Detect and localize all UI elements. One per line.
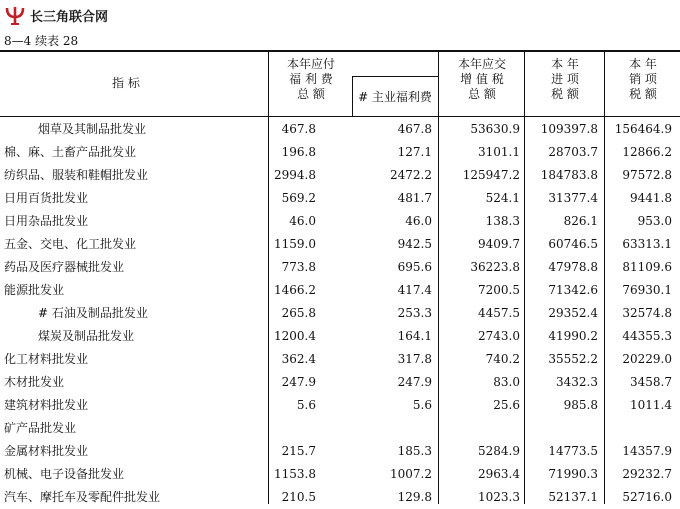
main-welfare-cell: 2472.2 (390, 168, 432, 182)
row-label: 化工材料批发业 (4, 352, 89, 366)
input-tax-cell: 31377.4 (548, 191, 598, 205)
output-tax-cell: 1011.4 (630, 398, 672, 412)
main-welfare-cell: 185.3 (397, 444, 432, 458)
header-indicator: 指 标 (112, 76, 140, 90)
welfare-total-cell: 1153.8 (274, 467, 316, 481)
main-welfare-cell: 417.4 (397, 283, 432, 297)
welfare-total-cell: 1159.0 (274, 237, 316, 251)
header-line: 总 额 (297, 87, 325, 101)
output-tax-cell: 20229.0 (622, 352, 672, 366)
output-tax-cell: 63313.1 (622, 237, 672, 251)
row-label: 煤炭及制品批发业 (38, 329, 135, 343)
welfare-total-cell: 5.6 (296, 398, 316, 412)
table-row (0, 348, 680, 371)
welfare-total-cell: 569.2 (281, 191, 316, 205)
vat-total-cell: 9409.7 (478, 237, 520, 251)
table-row (0, 463, 680, 486)
main-welfare-cell: 467.8 (397, 122, 432, 136)
vat-total-cell: 7200.5 (478, 283, 520, 297)
vat-total-cell: 524.1 (485, 191, 520, 205)
input-tax-cell: 109397.8 (540, 122, 598, 136)
row-label: 能源批发业 (4, 283, 65, 297)
header-line: 本年应交 (457, 57, 506, 71)
input-tax-cell: 47978.8 (548, 260, 598, 274)
output-tax-cell: 52716.0 (622, 490, 672, 504)
table-row (0, 394, 680, 417)
table-top-rule (0, 50, 680, 52)
output-tax-cell: 953.0 (637, 214, 672, 228)
header-main-welfare: # 主业福利费 (358, 90, 432, 104)
output-tax-cell: 12866.2 (622, 145, 672, 159)
vat-total-cell: 125947.2 (462, 168, 520, 182)
table-row (0, 210, 680, 233)
output-tax-cell: 9441.8 (630, 191, 672, 205)
input-tax-cell: 14773.5 (548, 444, 598, 458)
input-tax-cell: 60746.5 (548, 237, 598, 251)
header-input-tax (526, 57, 604, 102)
header-line: 增 值 税 (460, 72, 504, 86)
header-line: 福 利 费 (289, 72, 333, 86)
header-output-tax (606, 57, 680, 102)
input-tax-cell: 985.8 (563, 398, 598, 412)
table-row (0, 417, 680, 440)
table-row (0, 164, 680, 187)
main-welfare-cell: 129.8 (397, 490, 432, 504)
table-row (0, 486, 680, 509)
input-tax-cell: 184783.8 (540, 168, 598, 182)
table-row (0, 440, 680, 463)
main-welfare-cell: 317.8 (397, 352, 432, 366)
row-label: 金属材料批发业 (4, 444, 89, 458)
header-line: 销 项 (629, 72, 657, 86)
subheader-rule (352, 76, 438, 77)
main-welfare-cell: 1007.2 (390, 467, 432, 481)
row-label: 日用杂品批发业 (4, 214, 89, 228)
table-row (0, 279, 680, 302)
welfare-total-cell: 1200.4 (274, 329, 316, 343)
table-row (0, 302, 680, 325)
welfare-total-cell: 467.8 (281, 122, 316, 136)
input-tax-cell: 35552.2 (548, 352, 598, 366)
welfare-total-cell: 1466.2 (274, 283, 316, 297)
input-tax-cell: 71342.6 (548, 283, 598, 297)
site-logo (4, 4, 108, 26)
input-tax-cell: 71990.3 (548, 467, 598, 481)
header-welfare-total (270, 57, 352, 102)
header-line: 总 额 (468, 87, 496, 101)
input-tax-cell: 29352.4 (548, 306, 598, 320)
welfare-total-cell: 2994.8 (274, 168, 316, 182)
input-tax-cell: 3432.3 (556, 375, 598, 389)
main-welfare-cell: 481.7 (397, 191, 432, 205)
site-name: 长三角联合网 (30, 9, 109, 25)
table-row (0, 371, 680, 394)
welfare-total-cell: 46.0 (289, 214, 316, 228)
main-welfare-cell: 46.0 (405, 214, 432, 228)
main-welfare-cell: 942.5 (397, 237, 432, 251)
output-tax-cell: 81109.6 (622, 260, 672, 274)
welfare-total-cell: 265.8 (281, 306, 316, 320)
welfare-total-cell: 362.4 (281, 352, 316, 366)
output-tax-cell: 156464.9 (614, 122, 672, 136)
output-tax-cell: 44355.3 (622, 329, 672, 343)
main-welfare-cell: 253.3 (397, 306, 432, 320)
main-welfare-cell: 247.9 (397, 375, 432, 389)
header-line: 税 额 (551, 87, 579, 101)
table-row (0, 141, 680, 164)
vat-total-cell: 36223.8 (470, 260, 520, 274)
vat-total-cell: 740.2 (485, 352, 520, 366)
output-tax-cell: 29232.7 (622, 467, 672, 481)
welfare-total-cell: 773.8 (281, 260, 316, 274)
output-tax-cell: 14357.9 (622, 444, 672, 458)
main-welfare-cell: 5.6 (412, 398, 432, 412)
welfare-total-cell: 247.9 (281, 375, 316, 389)
row-label: 棉、麻、土畜产品批发业 (4, 145, 137, 159)
output-tax-cell: 3458.7 (630, 375, 672, 389)
vat-total-cell: 138.3 (485, 214, 520, 228)
welfare-total-cell: 215.7 (281, 444, 316, 458)
input-tax-cell: 28703.7 (548, 145, 598, 159)
vat-total-cell: 4457.5 (478, 306, 520, 320)
vat-total-cell: 83.0 (493, 375, 520, 389)
vat-total-cell: 5284.9 (478, 444, 520, 458)
row-label: 烟草及其制品批发业 (38, 122, 147, 136)
header-bottom-rule (0, 116, 680, 117)
table-row (0, 187, 680, 210)
output-tax-cell: 76930.1 (622, 283, 672, 297)
vat-total-cell: 2743.0 (478, 329, 520, 343)
main-welfare-cell: 695.6 (397, 260, 432, 274)
row-label: 五金、交电、化工批发业 (4, 237, 137, 251)
header-line: 本年应付 (286, 57, 335, 71)
output-tax-cell: 97572.8 (622, 168, 672, 182)
row-label: 药品及医疗器械批发业 (4, 260, 125, 274)
header-vat-total (440, 57, 524, 102)
header-line: 本 年 (629, 57, 657, 71)
main-welfare-cell: 164.1 (397, 329, 432, 343)
input-tax-cell: 826.1 (563, 214, 598, 228)
header-line: 进 项 (551, 72, 579, 86)
row-label: 矿产品批发业 (4, 421, 77, 435)
vat-total-cell: 1023.3 (478, 490, 520, 504)
row-label: 机械、电子设备批发业 (4, 467, 125, 481)
input-tax-cell: 52137.1 (548, 490, 598, 504)
table-row (0, 233, 680, 256)
input-tax-cell: 41990.2 (548, 329, 598, 343)
row-label: 木材批发业 (4, 375, 65, 389)
header-line: 税 额 (629, 87, 657, 101)
output-tax-cell: 32574.8 (622, 306, 672, 320)
row-label: 建筑材料批发业 (4, 398, 89, 412)
vat-total-cell: 25.6 (493, 398, 520, 412)
row-label: # 石油及制品批发业 (38, 306, 148, 320)
row-label: 纺织品、服装和鞋帽批发业 (4, 168, 149, 182)
row-label: 日用百货批发业 (4, 191, 89, 205)
table-row (0, 118, 680, 141)
header-line: 本 年 (551, 57, 579, 71)
welfare-total-cell: 196.8 (281, 145, 316, 159)
vat-total-cell: 53630.9 (470, 122, 520, 136)
main-welfare-cell: 127.1 (397, 145, 432, 159)
row-label: 汽车、摩托车及零配件批发业 (4, 490, 161, 504)
table-caption: 8—4 续表 28 (4, 34, 79, 48)
vat-total-cell: 2963.4 (478, 467, 520, 481)
welfare-total-cell: 210.5 (281, 490, 316, 504)
psi-logo-icon (4, 4, 26, 26)
table-row (0, 256, 680, 279)
table-row (0, 325, 680, 348)
vat-total-cell: 3101.1 (478, 145, 520, 159)
